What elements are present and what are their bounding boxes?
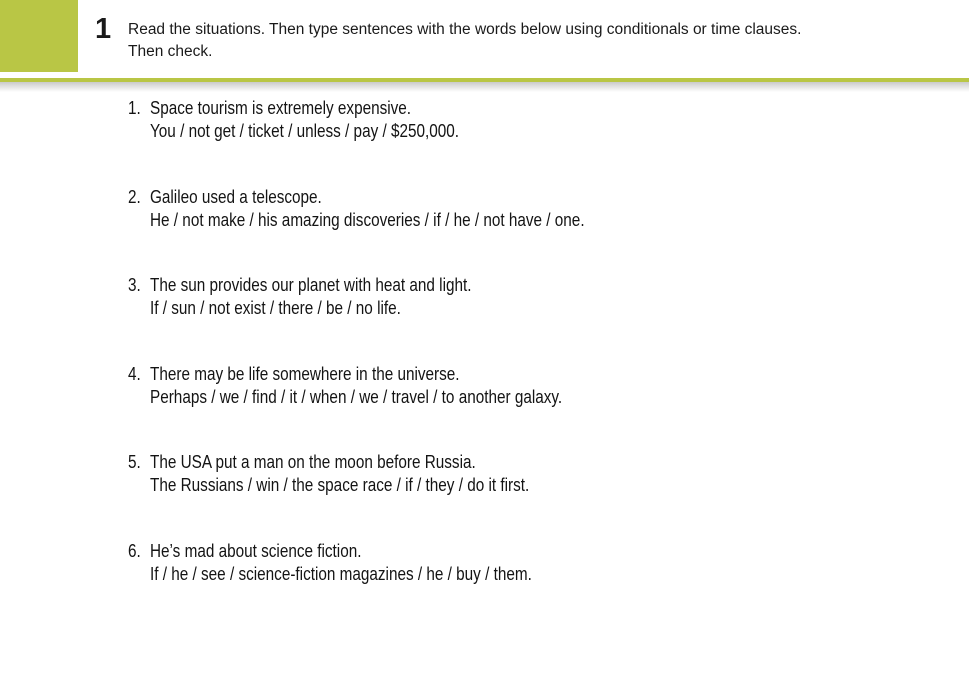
list-item (128, 363, 661, 409)
list-item (128, 274, 661, 320)
item-lines (150, 186, 661, 232)
item-lines (150, 451, 596, 497)
list-item (128, 451, 661, 497)
item-lines (150, 97, 514, 143)
prompt-text: You / not get / ticket / unless / pay / $250,000. (150, 121, 460, 141)
list-item (128, 97, 661, 143)
situation-text: Galileo used a telescope. (150, 186, 322, 207)
item-number: 3. (128, 275, 141, 295)
exercise-accent-badge (0, 0, 78, 72)
item-number: 2. (128, 186, 141, 207)
item-number: 5. (128, 452, 141, 472)
prompt-text: He / not make / his amazing discoveries / if / he / not have / one. (150, 209, 585, 230)
item-lines (150, 363, 635, 409)
prompt-text: If / sun / not exist / there / be / no life. (150, 298, 401, 318)
item-number: 4. (128, 363, 141, 384)
situation-text: The USA put a man on the moon before Russia. (150, 452, 476, 472)
item-lines (150, 540, 599, 586)
prompt-text: Perhaps / we / find / it / when / we / travel / to another galaxy. (150, 386, 563, 407)
prompt-text: The Russians / win / the space race / if / they / do it first. (150, 475, 530, 495)
situation-text: Space tourism is extremely expensive. (150, 98, 412, 118)
section-divider-shadow (0, 82, 969, 92)
list-item (128, 540, 661, 586)
exercise-list (128, 97, 661, 628)
situation-text: There may be life somewhere in the universe. (150, 363, 460, 384)
instructions-line-2: Then check. (128, 43, 213, 60)
situation-text: The sun provides our planet with heat and light. (150, 275, 472, 295)
prompt-text: If / he / see / science-fiction magazines / he / buy / them. (150, 563, 532, 584)
list-item (128, 186, 661, 232)
item-number: 1. (128, 98, 141, 118)
exercise-number: 1 (95, 13, 112, 45)
exercise-instructions (128, 19, 958, 63)
situation-text: He’s mad about science fiction. (150, 540, 362, 561)
item-lines (150, 274, 528, 320)
item-number: 6. (128, 540, 141, 561)
instructions-line-1: Read the situations. Then type sentences with the words below using conditionals or time clauses. (128, 21, 802, 38)
